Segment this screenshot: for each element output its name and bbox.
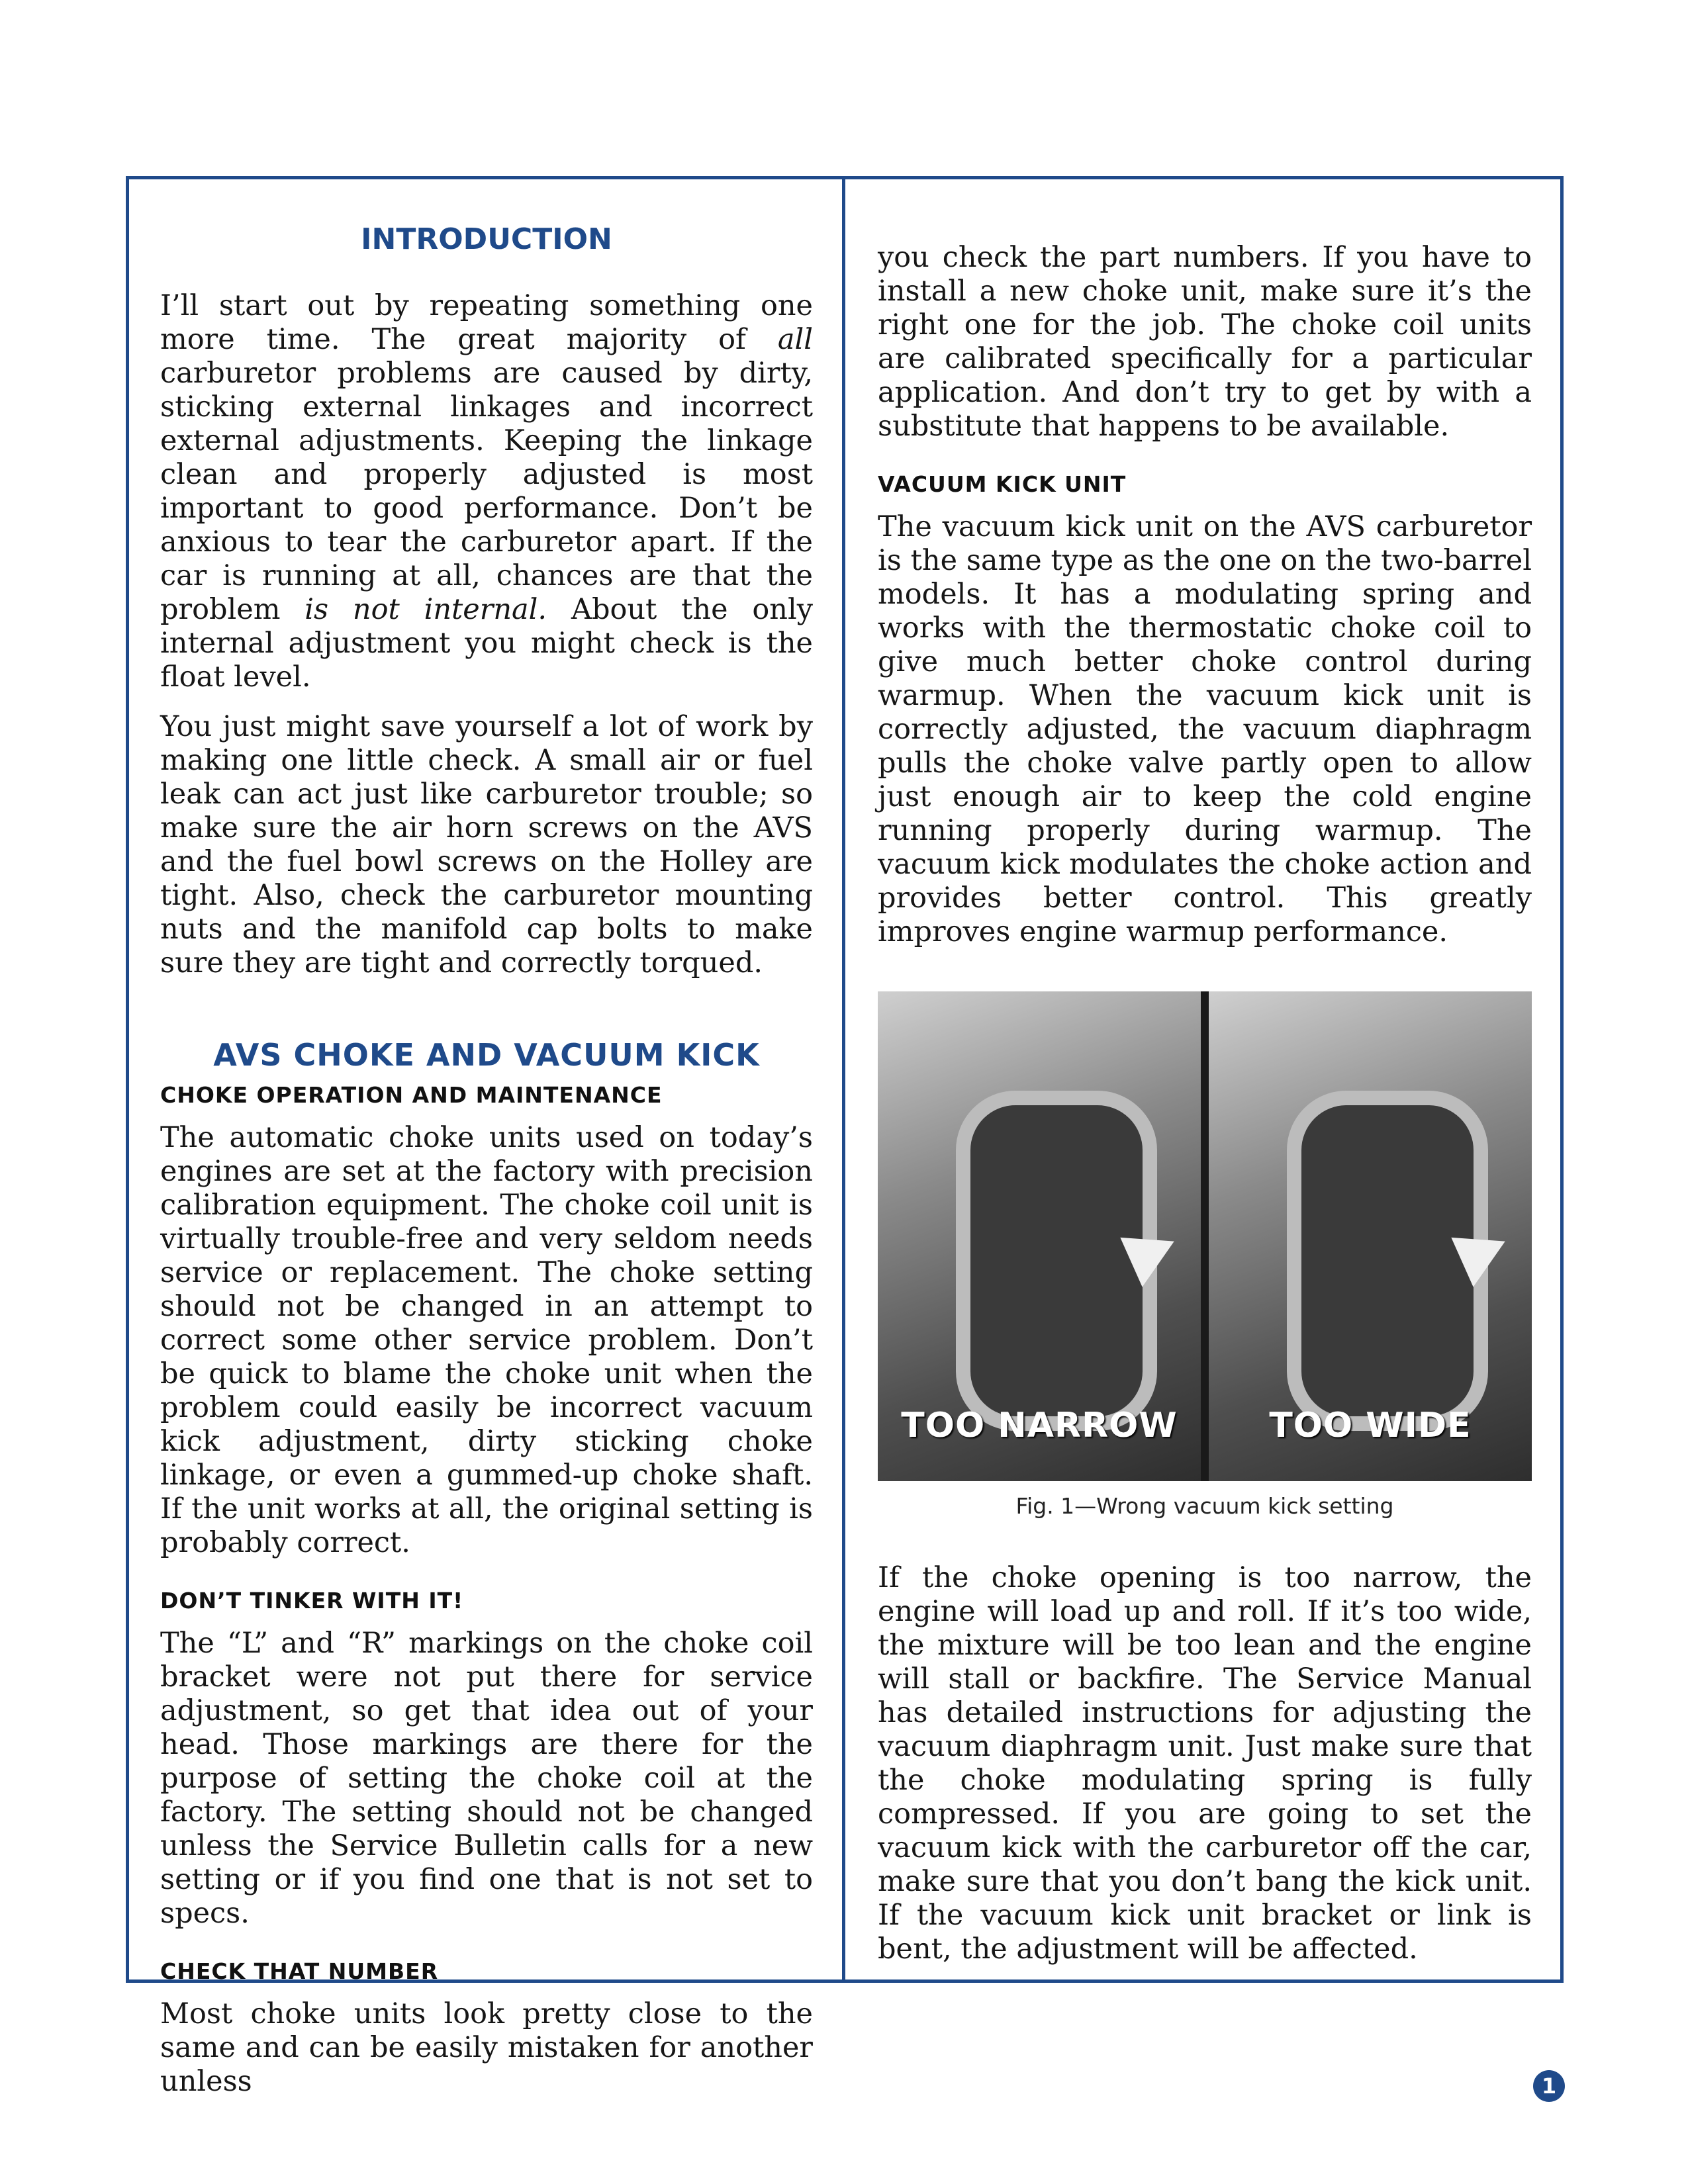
emphasis-text: all xyxy=(777,323,813,356)
photo-panel-too-narrow xyxy=(878,991,1201,1481)
choke-operation-heading: CHOKE OPERATION AND MAINTENANCE xyxy=(160,1082,663,1108)
figure-caption: Fig. 1—Wrong vacuum kick setting xyxy=(1015,1493,1394,1519)
too-wide-label: TOO WIDE xyxy=(1269,1406,1472,1445)
figure-photo xyxy=(878,991,1532,1481)
page-number: 1 xyxy=(1533,2070,1565,2102)
final-text: If the choke opening is too narrow, the engine will load up and roll. If it’s too wide, the mixture will be too lean and the engine will stall or backfire. The Service Manual has detailed instructions for adjusting the vacuum diaphragm unit. Just make sure that the choke modulating spring is fully compressed. If you are going to set the vacuum kick with the carburetor off the car, make sure that you don’t bang the kick unit. If the vacuum kick unit bracket or link is bent, the adjustment will be affected. xyxy=(878,1561,1532,1966)
check-number-heading: CHECK THAT NUMBER xyxy=(160,1958,439,1984)
right-column xyxy=(878,176,1532,1966)
introduction-title: INTRODUCTION xyxy=(361,222,612,256)
vacuum-kick-heading: VACUUM KICK UNIT xyxy=(878,471,1127,497)
dont-tinker-heading: DON’T TINKER WITH IT! xyxy=(160,1588,464,1614)
dont-tinker-text: The “L” and “R” markings on the choke coil bracket were not put there for service adjustment, so get that idea out of your head. Those markings are there for the purpose of setting the choke coil at the factory. The setting should not be changed unless the Service Bulletin calls for a new setting or if you find one that is not set to specs. xyxy=(160,1627,813,1930)
choke-operation-text: The automatic choke units used on today’s engines are set at the factory with precision calibration equipment. The choke coil unit is virtually trouble-free and very seldom needs service or replacement. The choke setting should not be changed in an attempt to correct some other service problem. Don’t be quick to blame the choke unit when the problem could easily be incorrect vacuum kick adjustment, dirty sticking choke linkage, or even a gummed-up choke shaft. If the unit works at all, the original setting is probably correct. xyxy=(160,1121,813,1559)
introduction-paragraph-2: You just might save yourself a lot of work by making one little check. A small air or fuel leak can act just like carburetor trouble; so make sure the air horn screws on the AVS and the fuel bowl screws on the Holley are tight. Also, check the carburetor mounting nuts and the manifold cap bolts to make sure they are tight and correctly torqued. xyxy=(160,710,813,979)
vacuum-kick-text: The vacuum kick unit on the AVS carburetor is the same type as the one on the two-barrel models. It has a modulating spring and works with the thermostatic choke coil to give much better choke control during warmup. When the vacuum kick unit is correctly adjusted, the vacuum diaphragm pulls the choke valve partly open to allow just enough air to keep the cold engine running properly during warmup. The vacuum kick modulates the choke action and provides better control. This greatly improves engine warmup performance. xyxy=(878,510,1532,948)
left-column xyxy=(160,176,813,2099)
text-run: About the only internal adjustment you might check is the float level. xyxy=(160,593,814,694)
too-narrow-label: TOO NARROW xyxy=(901,1406,1178,1445)
text-run: carburetor problems are caused by dirty, sticking external linkages and incorrect external adjustments. Keeping the linkage clean and properly adjusted is most important to good performance. Don’t be anxious to tear the carburetor apart. If the car is running at all, chances are that the problem xyxy=(160,357,813,626)
continued-text: you check the part numbers. If you have to install a new choke unit, make sure it’s the right one for the job. The choke coil units are calibrated specifically for a particular application. And don’t try to get by with a substitute that happens to be available. xyxy=(878,241,1532,443)
check-number-text: Most choke units look pretty close to the same and can be easily mistaken for another unless xyxy=(160,1997,813,2098)
emphasis-text: is not internal. xyxy=(305,593,547,626)
photo-separator xyxy=(1201,991,1209,1481)
photo-panel-too-wide xyxy=(1209,991,1532,1481)
text-run: I’ll start out by repeating something one more time. The great majority of xyxy=(160,289,813,356)
column-divider xyxy=(842,176,845,1983)
introduction-paragraph-1 xyxy=(160,289,813,694)
avs-section-title: AVS CHOKE AND VACUUM KICK xyxy=(213,1037,760,1073)
